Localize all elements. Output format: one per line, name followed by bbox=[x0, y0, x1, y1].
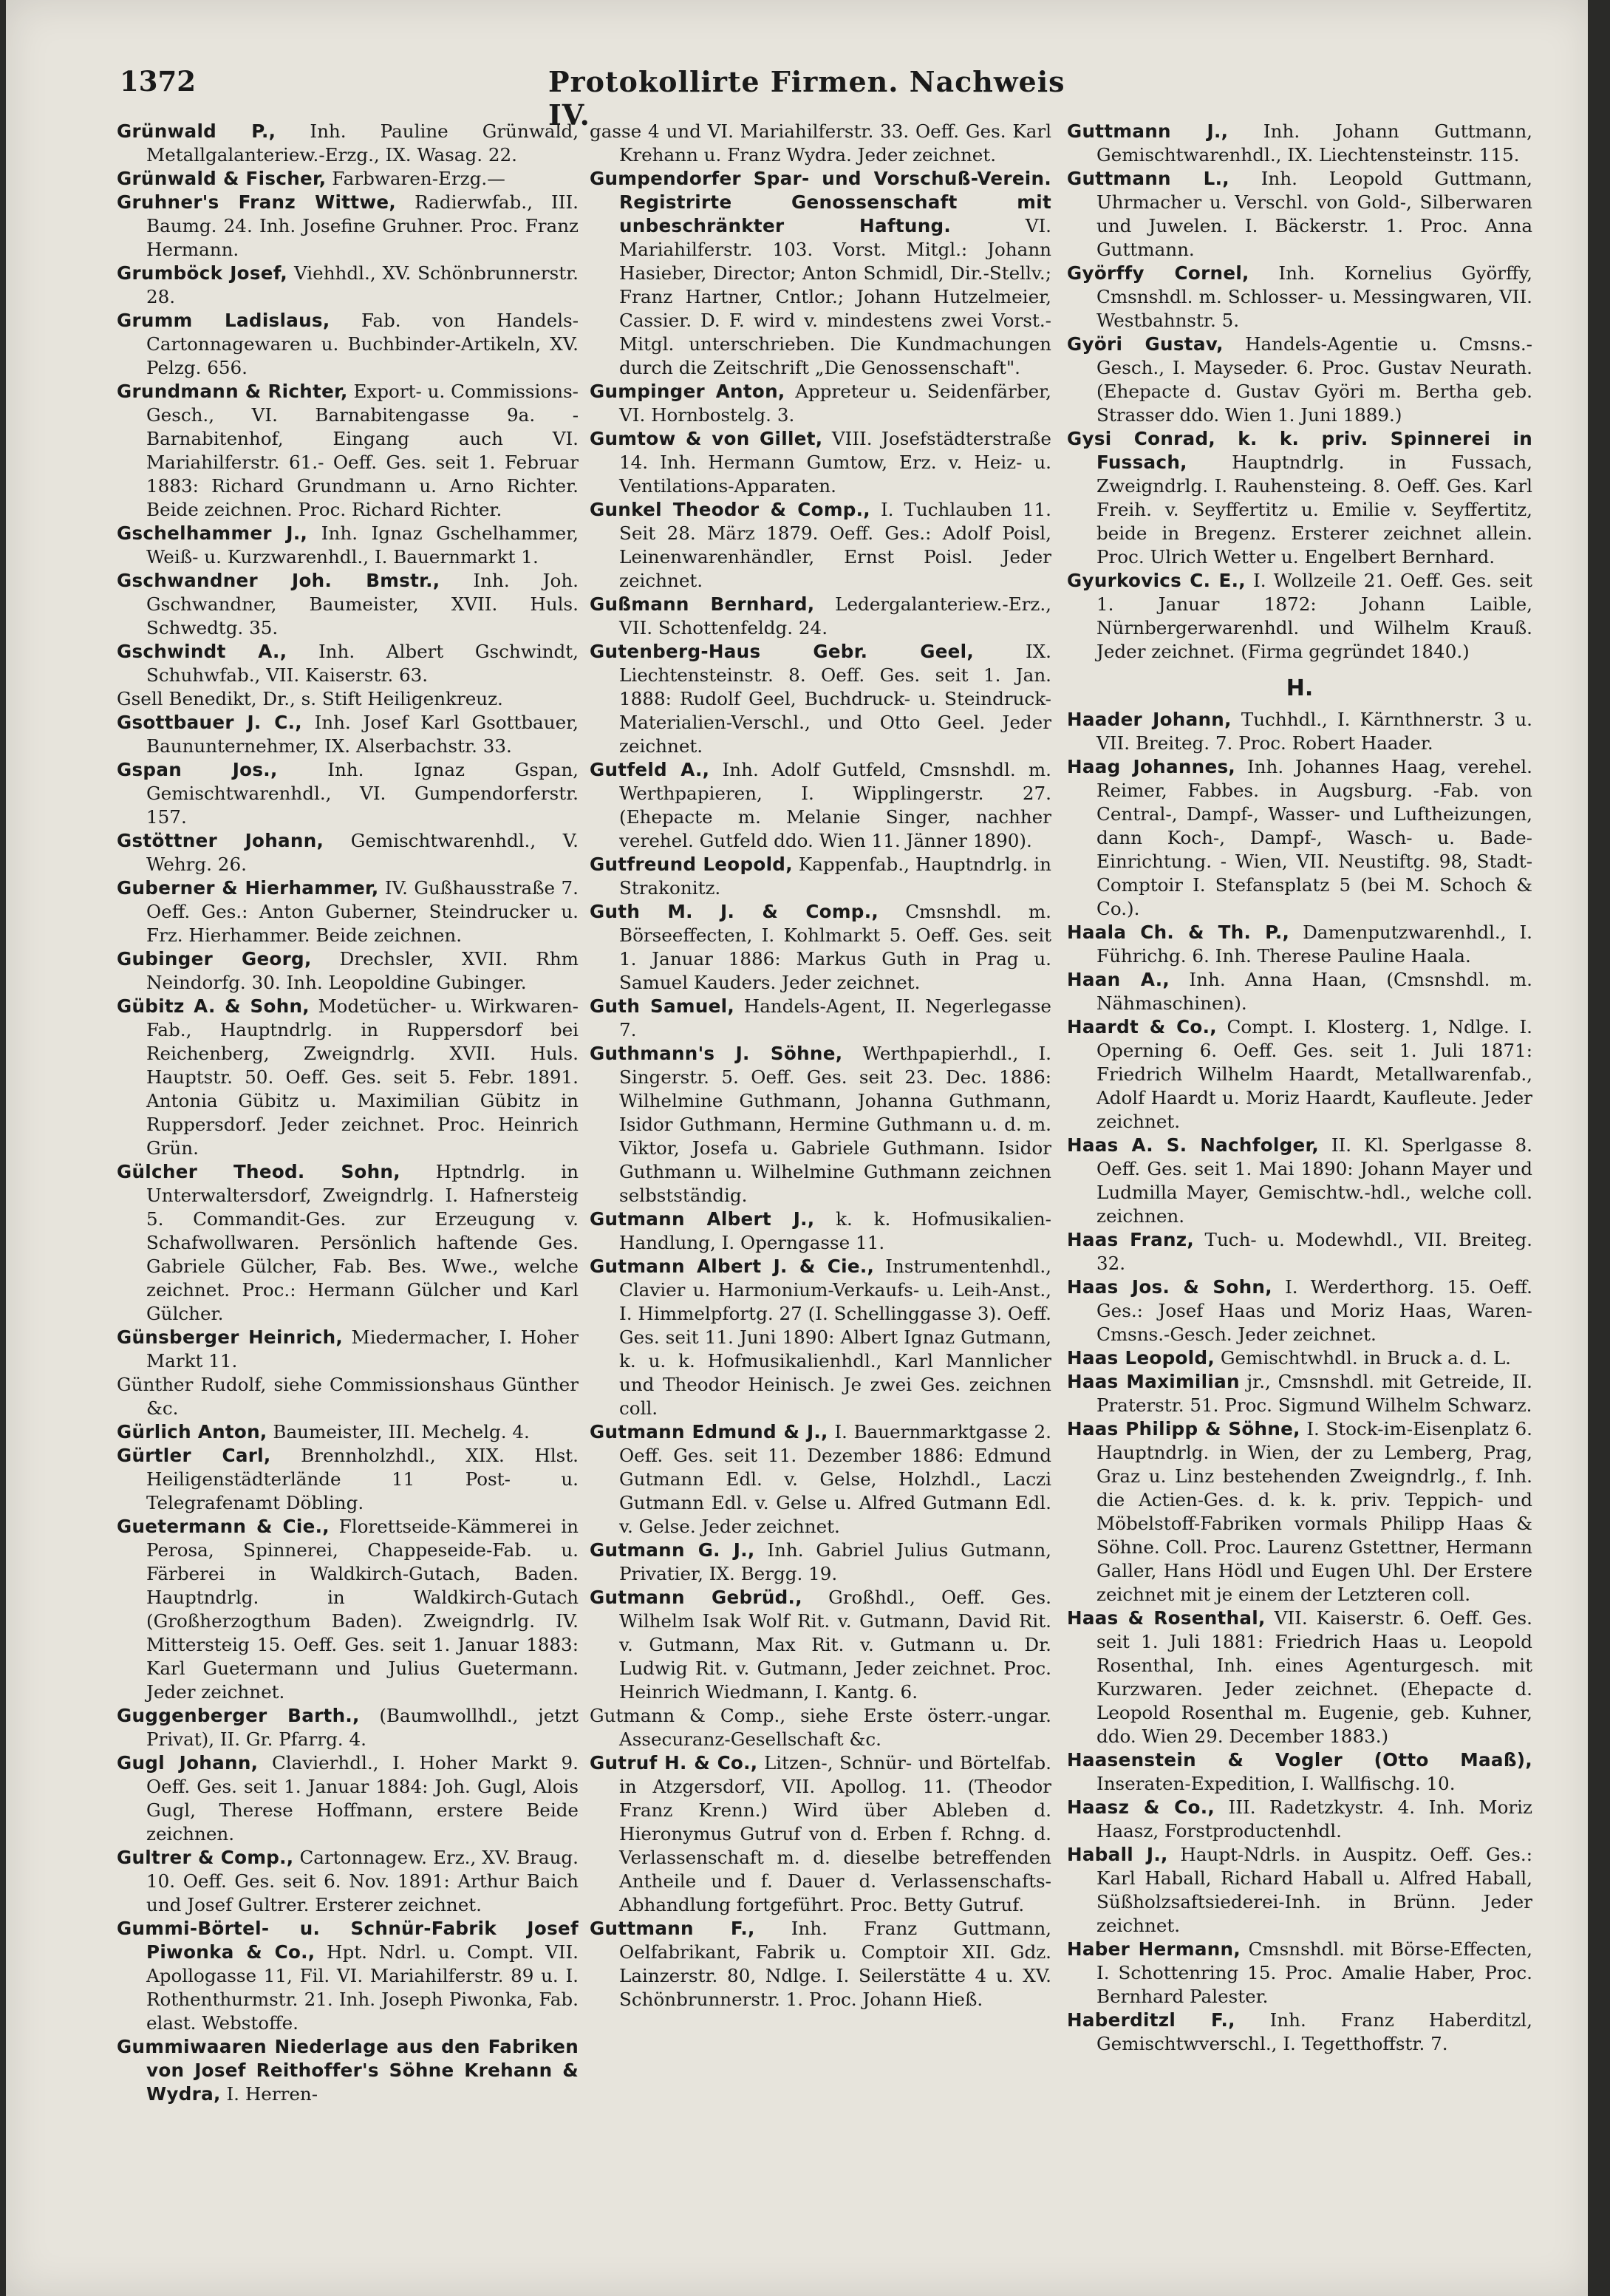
firm-details: Modetücher- u. Wirkwaren-Fab., Hauptndrlg. in Ruppersdorf bei Reichenberg, Zweigndrlg. XVII. Huls. Hauptstr. 50. Oeff. Ges. seit 5. Febr. 1891. Antonia Gübitz u. Maximilian Gübitz in Ruppersdorf. Jeder zeichnet. Proc. Heinrich Grün. bbox=[146, 995, 579, 1159]
directory-entry bbox=[117, 829, 579, 876]
firm-details: (Baumwollhdl., jetzt Privat), II. Gr. Pfarrg. 4. bbox=[146, 1705, 579, 1750]
firm-details: IX. Liechtensteinstr. 8. Oeff. Ges. seit 1. Jan. 1888: Rudolf Geel, Buchdruck- u. Steindruck-Materialien-Verschl., und Otto Geel. Jeder zeichnet. bbox=[619, 641, 1051, 757]
firm-name: Gürlich Anton, bbox=[117, 1421, 267, 1442]
directory-entry bbox=[590, 427, 1051, 498]
firm-name: Gutmann Gebrüd., bbox=[590, 1587, 802, 1608]
firm-name: Haasz & Co., bbox=[1067, 1796, 1215, 1818]
firm-details: Florettseide-Kämmerei in Perosa, Spinnerei, Chappeseide-Fab. u. Färberei in Waldkirch-Gutach, Baden. Hauptndrlg. in Waldkirch-Gutach (Großherzogthum Baden). Zweigndrlg. IV. Mittersteig 15. Oeff. Ges. seit 1. Januar 1883: Karl Guetermann und Julius Guetermann. Jeder zeichnet. bbox=[146, 1516, 579, 1703]
directory-entry bbox=[590, 995, 1051, 1042]
directory-entry bbox=[117, 995, 579, 1160]
directory-entry bbox=[1067, 1607, 1532, 1748]
firm-name: Gumpinger Anton, bbox=[590, 381, 785, 402]
directory-entry bbox=[590, 1042, 1051, 1207]
directory-entry bbox=[117, 309, 579, 380]
firm-name: Gschwindt A., bbox=[117, 641, 287, 662]
directory-entry bbox=[117, 1917, 579, 2035]
firm-details: Großhdl., Oeff. Ges. Wilhelm Isak Wolf Rit. v. Gutmann, David Rit. v. Gutmann, Max Rit. v. Gutmann u. Dr. Ludwig Rit. v. Gutmann, Jeder zeichnet. Proc. Heinrich Wiedmann, I. Kantg. 6. bbox=[619, 1587, 1051, 1703]
directory-entry bbox=[117, 191, 579, 262]
directory-entry bbox=[117, 1373, 579, 1420]
firm-details: Inh. Kornelius Györffy, Cmsnshdl. m. Schlosser- u. Messingwaren, VII. Westbahnstr. 5. bbox=[1096, 262, 1532, 331]
firm-name: Haas Leopold, bbox=[1067, 1347, 1215, 1369]
firm-details: Brennholzhdl., XIX. Hlst. Heiligenstädterlände 11 Post- u. Telegrafenamt Döbling. bbox=[146, 1445, 579, 1513]
firm-name: Gutmann Albert J. & Cie., bbox=[590, 1256, 875, 1277]
firm-details: III. Radetzkystr. 4. Inh. Moriz Haasz, Forstproductenhdl. bbox=[1096, 1796, 1532, 1842]
firm-name: Haas Jos. & Sohn, bbox=[1067, 1276, 1272, 1298]
directory-entry bbox=[117, 120, 579, 167]
directory-entry bbox=[590, 758, 1051, 853]
firm-name: Guttmann J., bbox=[1067, 120, 1229, 142]
firm-details: Cmsnshdl. m. Börseeffecten, I. Kohlmarkt 5. Oeff. Ges. seit 1. Januar 1886: Markus Guth in Prag u. Samuel Kauders. Jeder zeichnet. bbox=[619, 901, 1051, 993]
directory-entry bbox=[1067, 1370, 1532, 1417]
directory-entry bbox=[117, 1515, 579, 1704]
firm-details: Inh. Leopold Guttmann, Uhrmacher u. Verschl. von Gold-, Silberwaren und Juwelen. I. Bäckerstr. 1. Proc. Anna Guttmann. bbox=[1096, 168, 1532, 260]
firm-details: Export- u. Commissions-Gesch., VI. Barnabitengasse 9a. -Barnabitenhof, Eingang auch VI. Mariahilferstr. 61.- Oeff. Ges. seit 1. Februar 1883: Richard Grundmann u. Arno Richter. Beide zeichnen. Proc. Richard Richter. bbox=[146, 381, 579, 520]
firm-details: Drechsler, XVII. Rhm Neindorfg. 30. Inh. Leopoldine Gubinger. bbox=[146, 948, 579, 993]
firm-details: Cmsnshdl. mit Börse-Effecten, I. Schottenring 15. Proc. Amalie Haber, Proc. Bernhard Palester. bbox=[1096, 1938, 1532, 2007]
directory-entry bbox=[1067, 167, 1532, 262]
directory-entry bbox=[1067, 1417, 1532, 1607]
firm-name: Gülcher Theod. Sohn, bbox=[117, 1161, 400, 1182]
firm-name: Günsberger Heinrich, bbox=[117, 1326, 344, 1348]
firm-name: Haber Hermann, bbox=[1067, 1938, 1241, 1960]
firm-details: Handels-Agentie u. Cmsns.-Gesch., I. Mayseder. 6. Proc. Gustav Neurath. (Ehepacte d. Gustav Györi m. Bertha geb. Strasser ddo. Wien 1. Juni 1889.) bbox=[1096, 333, 1532, 426]
firm-details: Damenputzwarenhdl., I. Führichg. 6. Inh. Therese Pauline Haala. bbox=[1096, 922, 1532, 967]
directory-entry bbox=[117, 167, 579, 191]
directory-entry bbox=[117, 1846, 579, 1917]
directory-entry bbox=[117, 569, 579, 640]
firm-details: I. Bauernmarktgasse 2. Oeff. Ges. seit 11. Dezember 1886: Edmund Gutmann Edl. v. Gelse, Holzhdl., Laczi Gutmann Edl. v. Gelse u. Alfred Gutmann Edl. v. Gelse. Jeder zeichnet. bbox=[619, 1421, 1051, 1537]
firm-details: Hpt. Ndrl. u. Compt. VII. Apollogasse 11, Fil. VI. Mariahilferstr. 89 u. I. Rothenthurmstr. 21. Inh. Joseph Piwonka, Fab. elast. Webstoffe. bbox=[146, 1941, 579, 2034]
firm-name: Haas Philipp & Söhne, bbox=[1067, 1418, 1300, 1440]
firm-details: VIII. Josefstädterstraße 14. Inh. Hermann Gumtow, Erz. v. Heiz- u. Ventilations-Apparaten. bbox=[619, 428, 1051, 497]
firm-name: Grundmann & Richter, bbox=[117, 381, 348, 402]
directory-entry bbox=[117, 758, 579, 829]
firm-name: Gübitz A. & Sohn, bbox=[117, 995, 310, 1017]
directory-entry bbox=[1067, 1228, 1532, 1275]
firm-details: VII. Kaiserstr. 6. Oeff. Ges. seit 1. Juli 1881: Friedrich Haas u. Leopold Rosenthal, Inh. eines Agenturgesch. mit Kurzwaren. Jeder zeichnet. (Ehepacte d. Leopold Rosenthal m. Eugenie, geb. Kuhner, ddo. Wien 29. December 1883.) bbox=[1096, 1607, 1532, 1747]
firm-details: Gsell Benedikt, Dr., s. Stift Heiligenkreuz. bbox=[117, 688, 503, 709]
directory-entry bbox=[590, 120, 1051, 167]
firm-details: Inseraten-Expedition, I. Wallfischg. 10. bbox=[1096, 1773, 1456, 1794]
firm-name: Gutruf H. & Co., bbox=[590, 1752, 758, 1774]
running-title: Protokollirte Firmen. Nachweis IV. bbox=[548, 65, 1065, 132]
firm-name: Guth M. J. & Comp., bbox=[590, 901, 879, 922]
directory-entry bbox=[1067, 2009, 1532, 2056]
firm-details: Litzen-, Schnür- und Börtelfab. in Atzgersdorf, VII. Apollog. 11. (Theodor Franz Krenn.) Wird über Ableben d. Hieronymus Gutruf von d. Erben f. Rchng. d. Verlassenschaft m. d. dieselbe betreffenden Antheile und f. Dauer d. Verlassenschafts-Abhandlung fortgeführt. Proc. Betty Gutruf. bbox=[619, 1752, 1051, 1915]
directory-entry bbox=[1067, 333, 1532, 427]
firm-name: Gunkel Theodor & Comp., bbox=[590, 499, 870, 520]
firm-name: Grumm Ladislaus, bbox=[117, 310, 330, 331]
firm-details: Ledergalanteriew.-Erz., VII. Schottenfeldg. 24. bbox=[619, 593, 1051, 638]
firm-name: Gubinger Georg, bbox=[117, 948, 312, 970]
firm-details: Gutmann & Comp., siehe Erste österr.-ungar. Assecuranz-Gesellschaft &c. bbox=[590, 1705, 1051, 1750]
firm-name: Guthmann's J. Söhne, bbox=[590, 1043, 843, 1064]
firm-details: I. Tuchlauben 11. Seit 28. März 1879. Oeff. Ges.: Adolf Poisl, Leinenwarenhändler, Ernst Poisl. Jeder zeichnet. bbox=[619, 499, 1051, 591]
firm-name: Gysi Conrad, k. k. priv. Spinnerei in Fussach, bbox=[1067, 428, 1532, 473]
firm-name: Grünwald & Fischer, bbox=[117, 168, 327, 189]
firm-details: Haupt-Ndrls. in Auspitz. Oeff. Ges.: Karl Haball, Richard Haball u. Alfred Haball, Süßholzsaftsiederei-Inh. in Brünn. Jeder zeichnet. bbox=[1096, 1844, 1532, 1936]
firm-details: Werthpapierhdl., I. Singerstr. 5. Oeff. Ges. seit 23. Dec. 1886: Wilhelmine Guthmann, Johanna Guthmann, Isidor Guthmann, Hermine Guthmann u. d. m. Viktor, Josefa u. Gabriele Guthmann. Isidor Guthmann u. Wilhelmine Guthmann zeichnen selbstständig. bbox=[619, 1043, 1051, 1206]
firm-details: gasse 4 und VI. Mariahilferstr. 33. Oeff. Ges. Karl Krehann u. Franz Wydra. Jeder zeichnet. bbox=[590, 120, 1051, 166]
directory-entry bbox=[590, 498, 1051, 593]
firm-details: Fab. von Handels-Cartonnagewaren u. Buchbinder-Artikeln, XV. Pelzg. 656. bbox=[146, 310, 579, 378]
firm-name: Haas & Rosenthal, bbox=[1067, 1607, 1266, 1629]
directory-entry bbox=[1067, 1796, 1532, 1843]
column-right bbox=[1067, 120, 1532, 2263]
firm-details: Inh. Ignaz Gschelhammer, Weiß- u. Kurzwarenhdl., I. Bauernmarkt 1. bbox=[146, 522, 579, 568]
directory-entry bbox=[1067, 1346, 1532, 1370]
firm-details: Miedermacher, I. Hoher Markt 11. bbox=[146, 1326, 579, 1372]
firm-name: Györffy Cornel, bbox=[1067, 262, 1249, 284]
directory-entry bbox=[1067, 921, 1532, 968]
directory-entry bbox=[117, 687, 579, 711]
firm-name: Gyurkovics C. E., bbox=[1067, 570, 1246, 591]
firm-details: Hauptndrlg. in Fussach, Zweigndrlg. I. Rauhensteing. 8. Oeff. Ges. Karl Freih. v. Seyffertitz u. Emilie v. Seyffertitz, beide in Bregenz. Ersterer zeichnet allein. Proc. Ulrich Wetter u. Engelbert Bernhard. bbox=[1096, 452, 1532, 568]
firm-details: Clavierhdl., I. Hoher Markt 9. Oeff. Ges. seit 1. Januar 1884: Joh. Gugl, Alois Gugl, Therese Hoffmann, erstere Beide zeichnen. bbox=[146, 1752, 579, 1844]
firm-details: Farbwaren-Erzg.— bbox=[332, 168, 505, 189]
directory-entry bbox=[117, 876, 579, 947]
directory-entry bbox=[590, 1751, 1051, 1917]
firm-name: Guth Samuel, bbox=[590, 995, 734, 1017]
firm-details: Inh. Ignaz Gspan, Gemischtwarenhdl., VI. Gumpendorferstr. 157. bbox=[146, 759, 579, 828]
firm-details: IV. Gußhausstraße 7. Oeff. Ges.: Anton Guberner, Steindrucker u. Frz. Hierhammer. Beide zeichnen. bbox=[146, 877, 579, 946]
directory-entry bbox=[1067, 1938, 1532, 2009]
directory-entry bbox=[590, 640, 1051, 758]
firm-details: Inh. Anna Haan, (Cmsnshdl. m. Nähmaschinen). bbox=[1096, 969, 1532, 1014]
firm-details: Inh. Adolf Gutfeld, Cmsnshdl. m. Werthpapieren, I. Wipplingerstr. 27. (Ehepacte m. Melanie Singer, nachher verehel. Gutfeld ddo. Wien 11. Jänner 1890). bbox=[619, 759, 1051, 851]
firm-name: Haberditzl F., bbox=[1067, 2009, 1235, 2031]
firm-name: Gutmann G. J., bbox=[590, 1539, 755, 1561]
directory-entry bbox=[117, 1704, 579, 1751]
directory-entry bbox=[590, 167, 1051, 380]
firm-name: Gstöttner Johann, bbox=[117, 830, 324, 851]
scanned-page bbox=[6, 0, 1594, 2296]
firm-details: Inh. Franz Haberditzl, Gemischtwverschl., I. Tegetthoffstr. 7. bbox=[1096, 2009, 1532, 2054]
firm-details: II. Kl. Sperlgasse 8. Oeff. Ges. seit 1. Mai 1890: Johann Mayer und Ludmilla Mayer, Gemischtw.-hdl., welche coll. zeichnen. bbox=[1096, 1134, 1532, 1227]
directory-entry bbox=[590, 1539, 1051, 1586]
directory-entry bbox=[1067, 427, 1532, 569]
directory-entry bbox=[590, 1207, 1051, 1255]
directory-entry bbox=[1067, 1015, 1532, 1134]
directory-entry bbox=[590, 853, 1051, 900]
firm-details: VI. Mariahilferstr. 103. Vorst. Mitgl.: Johann Hasieber, Director; Anton Schmidl, Dir.-Stellv.; Franz Hartner, Cntlor.; Johann Hutzelmeier, Cassier. D. F. wird v. mindestens zwei Vorst.-Mitgl. unterschrieben. Die Kundmachungen durch die Zeitschrift „Die Genossenschaft". bbox=[619, 215, 1051, 378]
firm-details: Tuch- u. Modewhdl., VII. Breiteg. 32. bbox=[1096, 1229, 1532, 1274]
directory-entry bbox=[1067, 120, 1532, 167]
firm-details: k. k. Hofmusikalien-Handlung, I. Operngasse 11. bbox=[619, 1208, 1051, 1253]
firm-details: Appreteur u. Seidenfärber, VI. Hornbostelg. 3. bbox=[619, 381, 1051, 426]
firm-name: Gutfeld A., bbox=[590, 759, 710, 780]
firm-details: Viehhdl., XV. Schönbrunnerstr. 28. bbox=[146, 262, 579, 307]
directory-entry bbox=[1067, 968, 1532, 1015]
firm-details: Handels-Agent, II. Negerlegasse 7. bbox=[619, 995, 1051, 1040]
firm-name: Haball J., bbox=[1067, 1844, 1168, 1865]
directory-entry bbox=[590, 380, 1051, 427]
directory-entry bbox=[117, 2035, 579, 2106]
scan-edge bbox=[1588, 0, 1610, 2296]
directory-entry bbox=[117, 1420, 579, 1444]
directory-entry bbox=[117, 1444, 579, 1515]
firm-name: Haas A. S. Nachfolger, bbox=[1067, 1134, 1319, 1156]
firm-details: Inh. Franz Guttmann, Oelfabrikant, Fabrik u. Comptoir XII. Gdz. Lainzerstr. 80, Ndlge. I. Seilerstätte 4 u. XV. Schönbrunnerstr. 1. Proc. Johann Hieß. bbox=[619, 1918, 1051, 2010]
directory-entry bbox=[117, 522, 579, 569]
firm-details: Kappenfab., Hauptndrlg. in Strakonitz. bbox=[619, 854, 1051, 899]
directory-entry bbox=[117, 1326, 579, 1373]
firm-details: Cartonnagew. Erz., XV. Braug. 10. Oeff. Ges. seit 6. Nov. 1891: Arthur Baich und Josef Gultrer. Ersterer zeichnet. bbox=[146, 1847, 579, 1915]
directory-entry bbox=[117, 711, 579, 758]
firm-details: Günther Rudolf, siehe Commissionshaus Günther &c. bbox=[117, 1374, 579, 1419]
firm-name: Haala Ch. & Th. P., bbox=[1067, 922, 1290, 943]
directory-entry bbox=[1067, 1275, 1532, 1346]
firm-name: Gutmann Albert J., bbox=[590, 1208, 815, 1230]
column-middle bbox=[590, 120, 1051, 2263]
firm-name: Gutmann Edmund & J., bbox=[590, 1421, 828, 1442]
firm-name: Gußmann Bernhard, bbox=[590, 593, 815, 615]
directory-entry bbox=[590, 1917, 1051, 2011]
firm-details: Radierwfab., III. Baumg. 24. Inh. Josefine Gruhner. Proc. Franz Hermann. bbox=[146, 191, 579, 260]
directory-entry bbox=[1067, 755, 1532, 921]
firm-details: I. Herren- bbox=[226, 2083, 318, 2105]
firm-name: Guttmann L., bbox=[1067, 168, 1229, 189]
section-letter: H. bbox=[1286, 675, 1314, 701]
firm-details: I. Stock-im-Eisenplatz 6. Hauptndrlg. in Wien, der zu Lemberg, Prag, Graz u. Linz bestehenden Zweigndrlg., f. Inh. die Actien-Ges. d. k. k. priv. Teppich- und Möbelstoff-Fabriken vormals Philipp Haas & Söhne. Coll. Proc. Laurenz Gstettner, Hermann Galler, Hans Hödl und Eugen Uhl. Der Erstere zeichnet mit je einem der Letzteren coll. bbox=[1096, 1418, 1532, 1605]
firm-name: Gspan Jos., bbox=[117, 759, 278, 780]
firm-name: Guberner & Hierhammer, bbox=[117, 877, 379, 899]
firm-name: Gumtow & von Gillet, bbox=[590, 428, 823, 449]
directory-entry bbox=[590, 1255, 1051, 1420]
firm-name: Grumböck Josef, bbox=[117, 262, 288, 284]
directory-entry bbox=[117, 1160, 579, 1326]
firm-details: jr., Cmsnshdl. mit Getreide, II. Praterstr. 51. Proc. Sigmund Wilhelm Schwarz. bbox=[1096, 1371, 1532, 1416]
directory-entry bbox=[1067, 708, 1532, 755]
firm-name: Haag Johannes, bbox=[1067, 756, 1236, 777]
firm-name: Haardt & Co., bbox=[1067, 1016, 1217, 1038]
firm-name: Gschelhammer J., bbox=[117, 522, 308, 544]
firm-name: Gsottbauer J. C., bbox=[117, 712, 302, 733]
directory-entry bbox=[590, 1586, 1051, 1704]
directory-entry bbox=[590, 593, 1051, 640]
directory-entry bbox=[1067, 1134, 1532, 1228]
firm-name: Gumpendorfer Spar- und Vorschuß-Verein. Registrirte Genossenschaft mit unbeschränkter Haftung. bbox=[590, 168, 1051, 236]
firm-name: Gugl Johann, bbox=[117, 1752, 259, 1774]
firm-name: Haas Maximilian bbox=[1067, 1371, 1240, 1392]
directory-entry bbox=[590, 900, 1051, 995]
firm-name: Gummiwaaren Niederlage aus den Fabriken von Josef Reithoffer's Söhne Krehann & Wydra, bbox=[117, 2036, 579, 2105]
firm-name: Györi Gustav, bbox=[1067, 333, 1224, 355]
firm-details: Inh. Joh. Gschwandner, Baumeister, XVII. Huls. Schwedtg. 35. bbox=[146, 570, 579, 638]
firm-details: Inh. Josef Karl Gsottbauer, Baununternehmer, IX. Alserbachstr. 33. bbox=[146, 712, 579, 757]
firm-details: Baumeister, III. Mechelg. 4. bbox=[273, 1421, 530, 1442]
page-number: 1372 bbox=[120, 65, 196, 98]
firm-details: Inh. Johannes Haag, verehel. Reimer, Fabbes. in Augsburg. -Fab. von Central-, Dampf-, Wasser- und Luftheizungen, dann Koch-, Dampf-, Wasch- u. Bade-Einrichtung. - Wien, VII. Neustiftg. 98, Stadt-Comptoir I. Stefansplatz 5 (bei M. Schoch & Co.). bbox=[1096, 756, 1532, 919]
directory-entry bbox=[117, 640, 579, 687]
firm-name: Haas Franz, bbox=[1067, 1229, 1195, 1250]
firm-details: Instrumentenhdl., Clavier u. Harmonium-Verkaufs- u. Leih-Anst., I. Himmelpfortg. 27 (I. Schellinggasse 3). Oeff. Ges. seit 11. Juni 1890: Albert Ignaz Gutmann, k. u. k. Hofmusikalienhdl., Karl Mannlicher und Theodor Heinisch. Je zwei Ges. zeichnen coll. bbox=[619, 1256, 1051, 1419]
directory-entry bbox=[117, 947, 579, 995]
directory-entry bbox=[1067, 1748, 1532, 1796]
directory-entry bbox=[1067, 1843, 1532, 1938]
firm-name: Gschwandner Joh. Bmstr., bbox=[117, 570, 440, 591]
firm-details: Inh. Johann Guttmann, Gemischtwarenhdl., IX. Liechtensteinstr. 115. bbox=[1096, 120, 1532, 166]
firm-name: Guggenberger Barth., bbox=[117, 1705, 360, 1726]
firm-details: Hptndrlg. in Unterwaltersdorf, Zweigndrlg. I. Hafnersteig 5. Commandit-Ges. zur Erzeugung v. Schafwollwaren. Persönlich haftende Ges. Gabriele Gülcher, Fab. Bes. Wwe., welche zeichnet. Proc.: Hermann Gülcher und Karl Gülcher. bbox=[146, 1161, 579, 1324]
firm-name: Gruhner's Franz Wittwe, bbox=[117, 191, 396, 213]
firm-details: I. Wollzeile 21. Oeff. Ges. seit 1. Januar 1872: Johann Laible, Nürnbergerwarenhdl. und Wilhelm Krauß. Jeder zeichnet. (Firma gegründet 1840.) bbox=[1096, 570, 1532, 662]
directory-entry bbox=[590, 1420, 1051, 1539]
directory-entry bbox=[117, 262, 579, 309]
firm-name: Guttmann F., bbox=[590, 1918, 755, 1939]
firm-name: Gutenberg-Haus Gebr. Geel, bbox=[590, 641, 975, 662]
firm-details: Inh. Gabriel Julius Gutmann, Privatier, IX. Bergg. 19. bbox=[619, 1539, 1051, 1584]
firm-details: Gemischtwarenhdl., V. Wehrg. 26. bbox=[146, 830, 579, 875]
firm-details: Inh. Albert Gschwindt, Schuhwfab., VII. Kaiserstr. 63. bbox=[146, 641, 579, 686]
firm-name: Haasenstein & Vogler (Otto Maaß), bbox=[1067, 1749, 1532, 1771]
firm-name: Gürtler Carl, bbox=[117, 1445, 271, 1466]
firm-name: Guetermann & Cie., bbox=[117, 1516, 330, 1537]
directory-entry bbox=[590, 1704, 1051, 1751]
firm-details: Compt. I. Klosterg. 1, Ndlge. I. Operning 6. Oeff. Ges. seit 1. Juli 1871: Friedrich Wilhelm Haardt, Metallwarenfab., Adolf Haardt u. Moriz Haardt, Kaufleute. Jeder zeichnet. bbox=[1096, 1016, 1532, 1132]
firm-details: Inh. Pauline Grünwald, Metallgalanteriew.-Erzg., IX. Wasag. 22. bbox=[146, 120, 579, 166]
column-left bbox=[117, 120, 579, 2263]
firm-details: Gemischtwhdl. in Bruck a. d. L. bbox=[1220, 1347, 1511, 1369]
firm-details: Tuchhdl., I. Kärnthnerstr. 3 u. VII. Breiteg. 7. Proc. Robert Haader. bbox=[1096, 709, 1532, 754]
firm-details: I. Werderthorg. 15. Oeff. Ges.: Josef Haas und Moriz Haas, Waren-Cmsns.-Gesch. Jeder zeichnet. bbox=[1096, 1276, 1532, 1345]
firm-name: Haader Johann, bbox=[1067, 709, 1232, 730]
directory-entry bbox=[117, 380, 579, 522]
directory-entry bbox=[117, 1751, 579, 1846]
firm-name: Gutfreund Leopold, bbox=[590, 854, 793, 875]
firm-name: Haan A., bbox=[1067, 969, 1170, 990]
directory-entry bbox=[1067, 262, 1532, 333]
firm-name: Gummi-Börtel- u. Schnür-Fabrik Josef Piwonka & Co., bbox=[117, 1918, 579, 1963]
firm-name: Gultrer & Comp., bbox=[117, 1847, 294, 1868]
directory-entry bbox=[1067, 569, 1532, 664]
firm-name: Grünwald P., bbox=[117, 120, 276, 142]
